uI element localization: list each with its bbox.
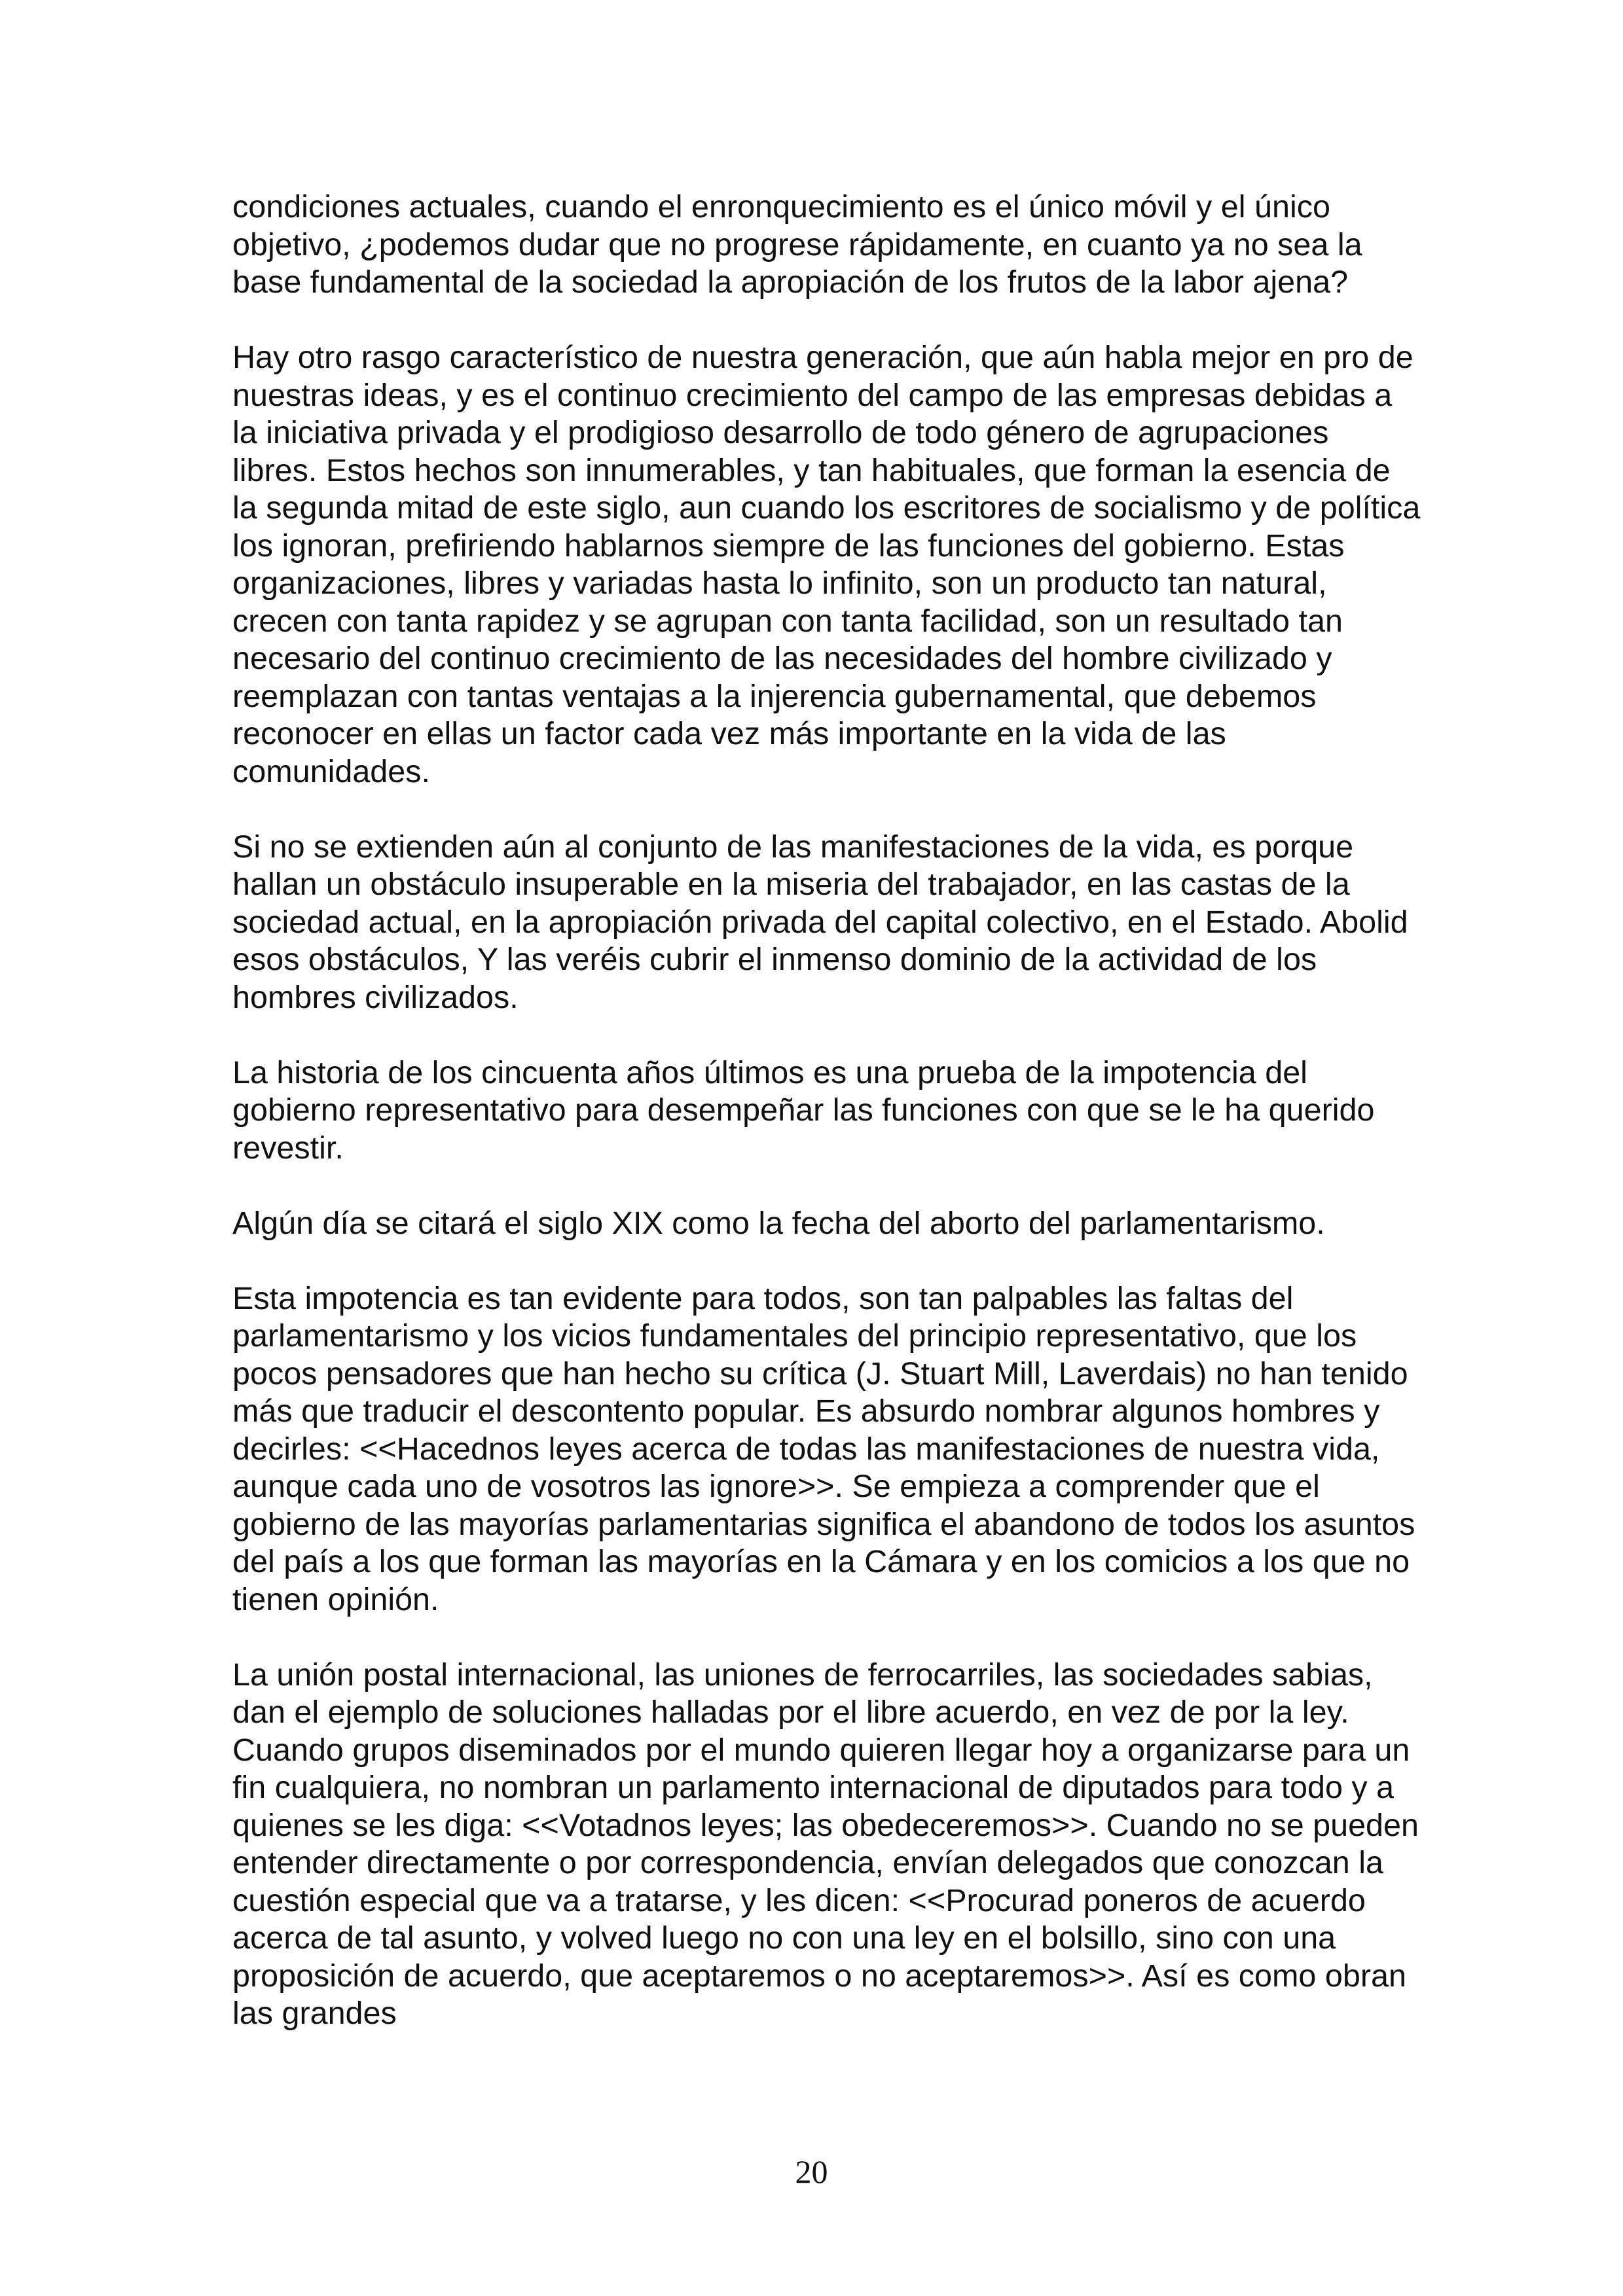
paragraph-5: Algún día se citará el siglo XIX como la fecha del aborto del parlamentarismo. (232, 1205, 1325, 1241)
paragraph-7: La unión postal internacional, las uniones de ferrocarriles, las sociedades sabias, dan el ejemplo de soluciones halladas por el libre acuerdo, en vez de por la ley. Cuando grupos diseminados por el mundo quieren llegar hoy a organizarse para un fin cualquiera, no nombran un parlamento internacional de diputados para todo y a quienes se les diga: <<Votadnos leyes; las obedeceremos>>. Cuando no se pueden entender directamente o por correspondencia, envían delegados que conozcan la cuestión especial que va a tratarse, y les dicen: <<Procurad poneros de acuerdo acerca de tal asunto, y volved luego no con una ley en el bolsillo, sino con una proposición de acuerdo, que aceptaremos o no aceptaremos>>. Así es como obran las grandes (232, 1657, 1419, 2031)
paragraph-3: Si no se extienden aún al conjunto de las manifestaciones de la vida, es porque hallan un obstáculo insuperable en la miseria del trabajador, en las castas de la sociedad actual, en la apropiación privada del capital colectivo, en el Estado. Abolid esos obstáculos, Y las veréis cubrir el inmenso dominio de la actividad de los hombres civilizados. (232, 829, 1408, 1015)
paragraph-6: Esta impotencia es tan evidente para todos, son tan palpables las faltas del parlamentarismo y los vicios fundamentales del principio representativo, que los pocos pensadores que han hecho su crítica (J. Stuart Mill, Laverdais) no han tenido más que traducir el descontento popular. Es absurdo nombrar algunos hombres y decirles: <<Hacednos leyes acerca de todas las manifestaciones de nuestra vida, aunque cada uno de vosotros las ignore>>. Se empieza a comprender que el gobierno de las mayorías parlamentarias significa el abandono de todos los asuntos del país a los que forman las mayorías en la Cámara y en los comicios a los que no tienen opinión. (232, 1280, 1415, 1617)
page-number: 20 (795, 2153, 828, 2190)
paragraph-4: La historia de los cincuenta años últimos es una prueba de la impotencia del gobierno representativo para desempeñar las funciones con que se le ha querido revestir. (232, 1054, 1375, 1166)
paragraph-1: condiciones actuales, cuando el enronquecimiento es el único móvil y el único objetivo, ¿podemos dudar que no progrese rápidamente, en cuanto ya no sea la base fundamental de la sociedad la apropiación de los frutos de la labor ajena? (232, 189, 1362, 300)
paragraph-2: Hay otro rasgo característico de nuestra generación, que aún habla mejor en pro de nuestras ideas, y es el continuo crecimiento del campo de las empresas debidas a la iniciativa privada y el prodigioso desarrollo de todo género de agrupaciones libres. Estos hechos son innumerables, y tan habituales, que forman la esencia de la segunda mitad de este siglo, aun cuando los escritores de socialismo y de política los ignoran, prefiriendo hablarnos siempre de las funciones del gobierno. Estas organizaciones, libres y variadas hasta lo infinito, son un producto tan natural, crecen con tanta rapidez y se agrupan con tanta facilidad, son un resultado tan necesario del continuo crecimiento de las necesidades del hombre civilizado y reemplazan con tantas ventajas a la injerencia gubernamental, que debemos reconocer en ellas un factor cada vez más importante en la vida de las comunidades. (232, 340, 1421, 789)
body-text (232, 188, 1421, 2033)
